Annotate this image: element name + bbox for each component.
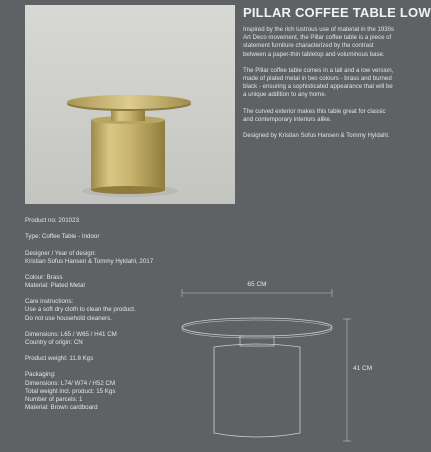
- spec-line: Type: Coffee Table - Indoor: [25, 233, 100, 241]
- spec-line: Total weight incl. product: 15 Kgs: [25, 387, 116, 395]
- spec-line: Dimensions: L74/ W74 / H52 CM: [25, 379, 116, 387]
- spec-line: Packaging:: [25, 371, 56, 379]
- width-label: 65 CM: [247, 281, 267, 288]
- product-description: [243, 26, 395, 148]
- spec-line: Dimensions: L65 / W65 / H41 CM: [25, 330, 117, 338]
- product-photo: [25, 5, 235, 204]
- spec-line: Designer / Year of design:: [25, 249, 96, 257]
- spec-line: Product no: 201023: [25, 217, 80, 224]
- spec-line: Country of origin: CN: [25, 338, 83, 346]
- spec-type: [25, 233, 200, 241]
- spec-line: Material: Plated Metal: [25, 282, 85, 290]
- spec-line: Colour: Brass: [25, 273, 63, 281]
- technical-drawing: [170, 275, 400, 450]
- spec-line: Material: Brown cardboard: [25, 403, 98, 411]
- spec-line: Use a soft dry cloth to clean the product.: [25, 306, 136, 314]
- tabletop-outline: [182, 318, 332, 336]
- spec-designer: [25, 250, 200, 266]
- spec-product-no: [25, 217, 200, 225]
- base-outline: [214, 344, 300, 437]
- spec-line: Number of parcels: 1: [25, 395, 83, 403]
- spec-line: Care instructions:: [25, 298, 74, 306]
- spec-line: Product weight: 11.8 Kgs: [25, 355, 94, 363]
- description-paragraph: The curved exterior makes this table great for classic and contemporary interiors alike.: [243, 107, 386, 123]
- height-label: 41 CM: [353, 365, 373, 372]
- page-title: PILLAR COFFEE TABLE LOW: [243, 5, 431, 20]
- spec-line: Do not use household cleaners.: [25, 314, 113, 322]
- brass-table-image: [25, 5, 235, 204]
- description-paragraph: Designed by Kristian Sofus Hansen & Tommy Hyldahl.: [243, 132, 390, 140]
- description-paragraph: Inspired by the rich lustrous use of material in the 1930s Art Deco movement, the Pillar coffee table is a piece of statement furniture characterized by the contrast between a paper-thin tabletop and voluminous base.: [243, 26, 395, 58]
- tabletop-edge-outline: [182, 320, 332, 338]
- description-paragraph: The Pillar coffee table comes in a tall and a low version, made of plated metal in two colours - brass and burned black - ensuring a sophisticated appearance that will be a unique addition to any home.: [243, 66, 394, 99]
- spec-line: Kristian Sofus Hansen & Tommy Hyldahl, 2017: [25, 257, 154, 265]
